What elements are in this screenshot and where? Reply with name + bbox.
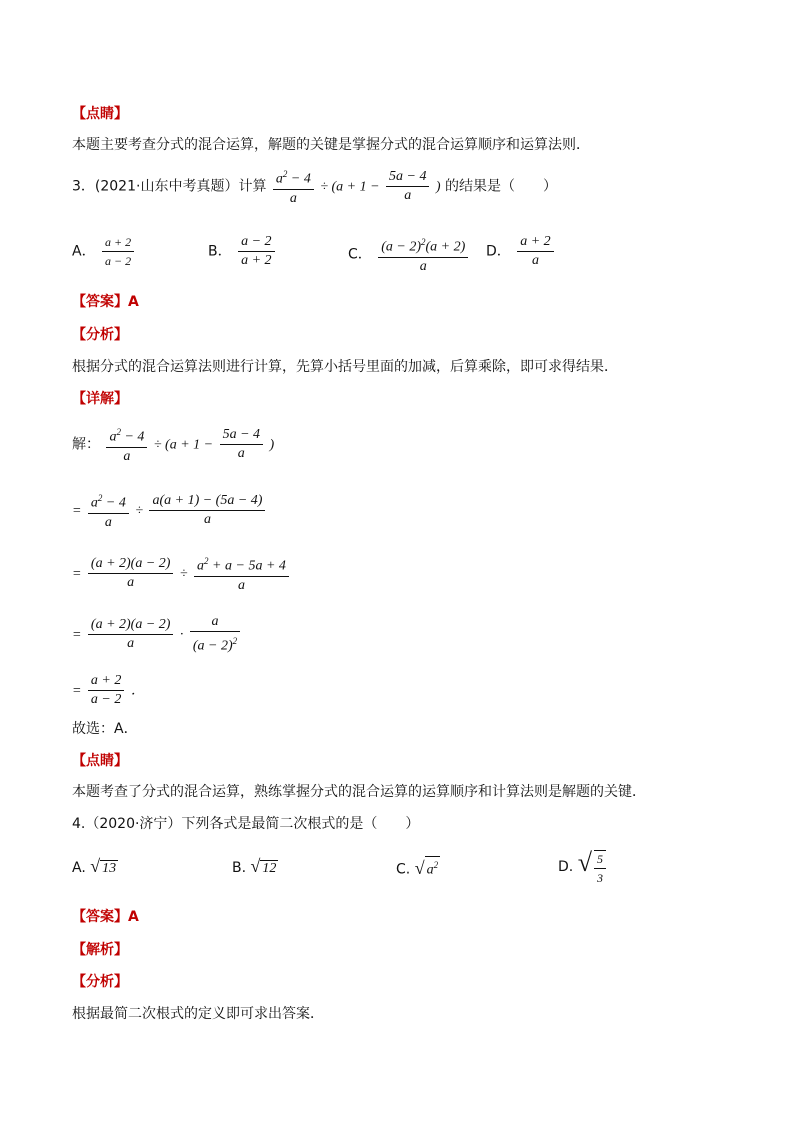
analysis-text-3: 根据分式的混合运算法则进行计算，先算小括号里面的加减，后算乘除，即可求得结果． (72, 359, 618, 375)
solution-step-5: = $\frac{a + 2}{a - 2}$ ． (72, 673, 145, 707)
analysis-label-3: 【分析】 (72, 327, 128, 343)
solution-step-2: = $\frac{a^2 - 4}{a}$ ÷ $\frac{a(a + 1) - (5a - 4)}{a}$ (72, 490, 267, 531)
jiexi-label-4: 【解析】 (72, 942, 128, 958)
question-3-stem: 3．(2021·山东中考真题）计算 $\frac{a^2 - 4}{a}$ ÷ (a + 1 − $\frac{5a - 4}{a}$ ) 的结果是（ ） (72, 166, 557, 207)
option-c: C． $\frac{(a - 2)^2(a + 2)}{a}$ (348, 234, 470, 275)
dianjing-text-3: 本题考查了分式的混合运算，熟练掌握分式的混合运算的运算顺序和计算法则是解题的关键． (72, 784, 646, 800)
choose-line-3: 故选：A． (72, 721, 138, 737)
dianjing-label-3: 【点睛】 (72, 753, 128, 769)
solution-step-4: = $\frac{(a + 2)(a - 2)}{a}$ · $\frac{a}{(a - 2)^2}$ (72, 614, 242, 655)
answer-label-4: 【答案】A (72, 909, 139, 925)
stem-fraction-2: $\frac{5a - 4}{a}$ (386, 169, 429, 204)
option-b-4: B. √ 12 (232, 856, 277, 876)
analysis-label-4: 【分析】 (72, 974, 128, 990)
detail-label-3: 【详解】 (72, 391, 128, 407)
solution-step-1: 解： $\frac{a^2 - 4}{a}$ ÷ (a + 1 − $\frac{5a - 4}{a}$ ) (72, 424, 274, 465)
stem-fraction-1: $\frac{a^2 - 4}{a}$ (273, 166, 314, 207)
dianjing-label-1: 【点睛】 (72, 106, 128, 122)
dianjing-text-1: 本题主要考查分式的混合运算，解题的关键是掌握分式的混合运算顺序和运算法则． (72, 137, 590, 153)
answer-label-3: 【答案】A (72, 294, 139, 310)
option-a: A． $\frac{a + 2}{a - 2}$ (72, 234, 136, 269)
option-d-4: D. √ $\frac{5}{3}$ (558, 848, 608, 886)
option-c-4: C. √ $a^2$ (396, 857, 439, 878)
option-b: B． $\frac{a - 2}{a + 2}$ (208, 234, 277, 269)
option-d: D． $\frac{a + 2}{a}$ (486, 234, 556, 269)
solution-step-3: = $\frac{(a + 2)(a - 2)}{a}$ ÷ $\frac{a^2 + a - 5a + 4}{a}$ (72, 553, 291, 594)
analysis-text-4: 根据最简二次根式的定义即可求出答案． (72, 1006, 324, 1022)
option-a-4: A. √ 13 (72, 856, 117, 876)
question-4-stem: 4.（2020·济宁）下列各式是最简二次根式的是（ ） (72, 816, 420, 832)
